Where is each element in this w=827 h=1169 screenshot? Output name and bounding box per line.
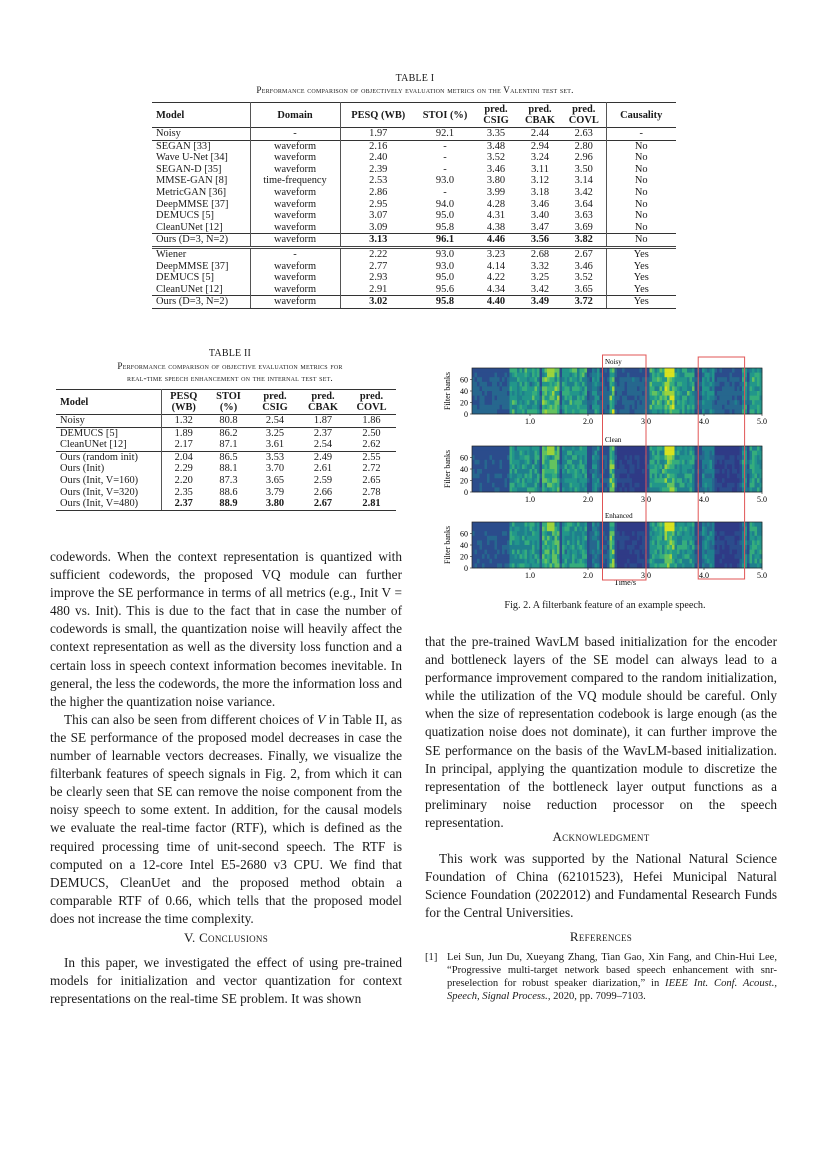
cell-pesq: 2.20 [174, 474, 193, 486]
acknowledgment-text [425, 850, 777, 922]
cell-model: DeepMMSE [37] [152, 199, 250, 211]
th-causality: Causality [620, 109, 663, 121]
cell-csig: 2.54 [265, 415, 285, 426]
cell-stoi: 95.6 [435, 283, 455, 295]
cell-pesq: 2.29 [174, 463, 193, 475]
table-row [152, 272, 676, 284]
svg-text:0: 0 [464, 410, 468, 419]
cell-model: Ours (Init, V=480) [56, 498, 161, 510]
th-model: Model [56, 390, 161, 415]
cell-covl: 3.82 [562, 234, 606, 248]
cell-covl: 3.64 [562, 199, 606, 211]
cell-csig: 3.79 [265, 486, 285, 498]
svg-text:4.0: 4.0 [699, 571, 709, 580]
cell-model: MetricGAN [36] [152, 187, 250, 199]
cell-pesq: 3.07 [369, 210, 388, 222]
cell-domain: waveform [250, 234, 340, 248]
cell-cbak: 3.40 [530, 210, 550, 222]
cell-csig: 4.34 [486, 283, 506, 295]
cell-domain: waveform [250, 140, 340, 152]
cell-domain: waveform [250, 187, 340, 199]
cell-causality: No [634, 210, 648, 222]
table-row [152, 187, 676, 199]
th-pesq: PESQ (WB) [170, 391, 198, 413]
cell-csig: 4.46 [474, 234, 518, 248]
cell-cbak: 2.66 [313, 486, 333, 498]
cell-stoi: - [443, 152, 447, 164]
cell-model: CleanUNet [12] [152, 284, 250, 296]
section-title-acknowledgment: Acknowledgment [552, 829, 650, 844]
cell-csig: 3.23 [474, 247, 518, 260]
cell-stoi: 95.8 [435, 221, 455, 233]
cell-model: Noisy [152, 128, 250, 141]
table-row [152, 128, 676, 141]
cell-csig: 3.65 [265, 474, 285, 486]
svg-text:20: 20 [460, 552, 468, 562]
cell-cbak: 3.46 [530, 198, 550, 210]
cell-csig: 4.22 [486, 272, 506, 284]
panel-title: Clean [605, 436, 622, 444]
cell-stoi: 87.1 [219, 439, 238, 451]
table-row [56, 439, 396, 451]
cell-cbak: 3.25 [530, 272, 550, 284]
svg-text:1.0: 1.0 [525, 571, 535, 580]
cell-causality: - [639, 128, 643, 139]
cell-cbak: 3.12 [530, 175, 550, 187]
cell-cbak: 1.87 [313, 415, 333, 426]
cell-covl: 2.63 [562, 128, 606, 141]
cell-stoi: - [443, 163, 447, 175]
cell-causality: No [634, 163, 648, 175]
cell-stoi: 95.0 [435, 210, 455, 222]
svg-text:1.0: 1.0 [525, 417, 535, 426]
cell-model: Ours (D=3, N=2) [152, 234, 250, 248]
cell-model: Ours (D=3, N=2) [152, 296, 250, 309]
cell-stoi: 93.0 [435, 175, 455, 187]
table-row [152, 210, 676, 222]
cell-covl: 3.52 [562, 272, 606, 284]
cell-model: DEMUCS [5] [56, 427, 161, 439]
filterbank-spectrograms [430, 350, 790, 590]
reference-text: Lei Sun, Jun Du, Xueyang Zhang, Tian Gao, Xin Fang, and Chin-Hui Lee, “Progressive multi-target network based speech enhancement with snr-preselection for robust speaker diarization,” in IEEE Int. Conf. Acoust., Speech, Signal Process., 2020, pp. 7099–7103. [447, 952, 777, 1002]
svg-text:40: 40 [460, 541, 468, 550]
figure-2 [430, 350, 790, 610]
cell-pesq: 1.32 [174, 415, 193, 426]
cell-stoi: 88.6 [219, 486, 238, 498]
y-axis-label: Filter banks [443, 526, 452, 564]
cell-model: SEGAN [33] [152, 140, 250, 152]
svg-text:60: 60 [460, 529, 468, 539]
th-csig: pred. CSIG [483, 104, 509, 126]
cell-pesq: 2.16 [340, 140, 416, 152]
cell-cbak: 3.49 [518, 296, 562, 309]
cell-model: SEGAN-D [35] [152, 164, 250, 176]
cell-covl: 3.69 [562, 222, 606, 234]
svg-text:5.0: 5.0 [757, 417, 767, 426]
cell-pesq: 2.17 [174, 439, 193, 451]
cell-pesq: 3.02 [340, 296, 416, 309]
cell-pesq: 1.97 [369, 128, 388, 139]
cell-csig: 3.53 [251, 451, 299, 463]
cell-csig: 4.40 [474, 296, 518, 309]
cell-stoi: 88.1 [219, 463, 238, 475]
spectrogram-panel-clean [443, 436, 767, 504]
svg-text:40: 40 [460, 387, 468, 396]
cell-covl: 3.65 [562, 284, 606, 296]
cell-covl: 1.86 [362, 415, 381, 426]
cell-stoi: 87.3 [219, 474, 238, 486]
cell-stoi: 96.1 [416, 234, 474, 248]
cell-covl: 2.81 [347, 498, 396, 510]
cell-pesq: 1.89 [161, 427, 206, 439]
cell-causality: No [606, 234, 676, 248]
cell-covl: 3.14 [562, 175, 606, 187]
cell-cbak: 2.67 [299, 498, 347, 510]
cell-stoi: 94.0 [435, 198, 455, 210]
cell-causality: Yes [633, 260, 649, 272]
cell-causality: Yes [633, 283, 649, 295]
table-row [56, 451, 396, 463]
cell-csig: 4.28 [486, 198, 506, 210]
cell-model: DEMUCS [5] [152, 210, 250, 222]
cell-cbak: 3.47 [530, 221, 550, 233]
cell-cbak: 2.44 [530, 128, 550, 139]
figure-2-caption: Fig. 2. A filterbank feature of an example speech. [504, 600, 706, 611]
cell-cbak: 2.59 [313, 474, 333, 486]
paragraph-acknowledgment: This work was supported by the National Natural Science Foundation of China (62101523), Hefei Municipal Natural Science Foundation (2022012) and Fundamental Research Funds for the Central Universities. [425, 851, 777, 921]
svg-text:3.0: 3.0 [641, 495, 651, 504]
table-row [152, 152, 676, 164]
svg-text:2.0: 2.0 [583, 495, 593, 504]
cell-stoi: - [416, 140, 474, 152]
paragraph-codewords: codewords. When the context representation is quantized with sufficient codewords, the proposed VQ module can further improve the SE performance in terms of all metrics (e.g., Init V = 480 vs. Init). This is due to the fact that in case the number of codewords is small, the quantization noise will heavily affect the context representation as well as the diversity loss function and a certain loss in speech context information becomes inevitable. In general, the less the codewords, the more the information loss and the higher the quantization noise variance. [50, 549, 402, 709]
cell-domain: waveform [250, 284, 340, 296]
cell-pesq: 2.22 [340, 247, 416, 260]
cell-covl: 2.80 [562, 140, 606, 152]
svg-text:40: 40 [460, 465, 468, 474]
cell-model: Wave U-Net [34] [152, 152, 250, 164]
th-stoi: STOI (%) [422, 109, 468, 121]
cell-pesq: 3.13 [340, 234, 416, 248]
cell-domain: waveform [250, 272, 340, 284]
cell-model: CleanUNet [12] [56, 439, 161, 451]
table-row [152, 222, 676, 234]
section-title-references: References [569, 929, 633, 944]
cell-model: Noisy [56, 415, 161, 428]
cell-model: DeepMMSE [37] [152, 261, 250, 273]
cell-cbak: 2.68 [518, 247, 562, 260]
cell-model: MMSE-GAN [8] [152, 175, 250, 187]
y-axis-label: Filter banks [443, 372, 452, 410]
cell-csig: 4.31 [486, 210, 506, 222]
th-cbak: pred. CBAK [524, 104, 556, 126]
cell-cbak: 3.18 [530, 186, 550, 198]
conclusions-text [50, 954, 402, 1008]
cell-model: Ours (Init, V=160) [56, 475, 161, 487]
svg-text:60: 60 [460, 375, 468, 385]
svg-text:0: 0 [464, 564, 468, 573]
cell-covl: 2.55 [347, 451, 396, 463]
table-row [152, 234, 676, 248]
cell-causality: No [634, 152, 648, 164]
table-row [152, 140, 676, 152]
cell-stoi: - [443, 186, 447, 198]
cell-csig: 3.70 [265, 463, 285, 475]
cell-domain: - [250, 128, 340, 141]
cell-cbak: 3.56 [518, 234, 562, 248]
cell-cbak: 2.37 [299, 427, 347, 439]
cell-covl: 2.50 [347, 427, 396, 439]
cell-csig: 3.61 [265, 439, 285, 451]
th-stoi: STOI (%) [216, 391, 241, 413]
cell-pesq: 2.91 [369, 283, 388, 295]
svg-text:4.0: 4.0 [699, 495, 709, 504]
cell-stoi: 95.8 [416, 296, 474, 309]
svg-text:2.0: 2.0 [583, 571, 593, 580]
svg-text:20: 20 [460, 476, 468, 486]
table-row [152, 175, 676, 187]
cell-pesq: 2.86 [369, 186, 388, 198]
svg-text:1.0: 1.0 [525, 495, 535, 504]
cell-causality: Yes [606, 247, 676, 260]
cell-csig: 3.80 [251, 498, 299, 510]
cell-model: Wiener [152, 247, 250, 260]
cell-covl: 3.42 [562, 187, 606, 199]
paragraph-table2-discussion: This can also be seen from different choices of V in Table II, as the SE performance of the proposed model decreases in case the number of learnable vectors decreases. Finally, we visualize the filterbank features of speech signals in Fig. 2, from which it can be clearly seen that SE can remove the noise component from the noisy speech to some extent. In addition, for the causal models we evaluate the real-time factor (RTF), which is defined as the required processing time of unit-second speech. The RTF is computed on a 12-core Intel E5-2680 v3 CPU. We find that DEMUCS, CleanUet and the proposed method obtain a comparable RTF of 0.66, which tells that the proposed model does not increase the time complexity. [50, 711, 402, 926]
cell-stoi: 86.2 [206, 427, 251, 439]
cell-csig: 3.52 [486, 152, 506, 164]
table2-caption-line1: Performance comparison of objective evaluation metrics for [117, 361, 343, 371]
th-cbak: pred. CBAK [307, 391, 339, 413]
table2 [56, 389, 396, 511]
cell-causality: Yes [633, 272, 649, 284]
svg-text:4.0: 4.0 [699, 417, 709, 426]
cell-pesq: 3.09 [369, 221, 388, 233]
cell-domain: time-frequency [250, 175, 340, 187]
cell-covl: 2.72 [362, 463, 381, 475]
table-row [152, 199, 676, 211]
cell-stoi: 80.8 [219, 415, 238, 426]
cell-causality: No [634, 186, 648, 198]
cell-domain: waveform [250, 222, 340, 234]
cell-covl: 2.62 [362, 439, 381, 451]
cell-pesq: 2.37 [161, 498, 206, 510]
table1-title: TABLE I [395, 73, 435, 84]
cell-csig: 3.80 [486, 175, 506, 187]
cell-covl: 3.72 [562, 296, 606, 309]
cell-pesq: 2.93 [369, 272, 388, 284]
th-csig: pred. CSIG [262, 391, 288, 413]
table-row [152, 261, 676, 273]
table1 [152, 102, 676, 309]
cell-covl: 2.96 [562, 152, 606, 164]
svg-text:20: 20 [460, 398, 468, 408]
cell-stoi: 88.9 [206, 498, 251, 510]
paragraph-conclusions-cont: that the pre-trained WavLM based initialization for the encoder and bottleneck layers of the SE model can always lead to a performance improvement compared to the random initialization, while the utilization of the VQ module should be careful. Only when the size of representation codebook is large enough (as the quatization noise does not dominate), it can further improve the SE performance on the basis of the WavLM-based initialization. In principal, applying the quantization module to discretize the representation of the bottleneck layer output functions as a preliminary noise reduction processor on the speech representation. [425, 634, 777, 830]
table-row [56, 487, 396, 499]
cell-model: CleanUNet [12] [152, 222, 250, 234]
table-row [152, 284, 676, 296]
panel-title: Enhanced [605, 512, 633, 520]
cell-pesq: 2.77 [369, 260, 388, 272]
cell-model: Ours (Init, V=320) [56, 487, 161, 499]
cell-pesq: 2.39 [369, 163, 388, 175]
cell-model: DEMUCS [5] [152, 272, 250, 284]
spectrogram-panel-enhanced [443, 512, 767, 580]
cell-pesq: 2.40 [369, 152, 388, 164]
reference-number: [1] [425, 952, 438, 963]
cell-covl: 2.78 [362, 486, 381, 498]
reference-item [425, 951, 777, 1003]
cell-covl: 3.63 [562, 210, 606, 222]
cell-pesq: 2.53 [369, 175, 388, 187]
table-row [56, 427, 396, 439]
cell-pesq: 2.95 [369, 198, 388, 210]
panel-title: Noisy [605, 358, 622, 366]
table-row [56, 498, 396, 510]
x-axis-label: Time/s [614, 578, 637, 587]
table-row [56, 475, 396, 487]
cell-cbak: 2.49 [299, 451, 347, 463]
cell-csig: 4.38 [486, 221, 506, 233]
cell-domain: waveform [250, 199, 340, 211]
cell-csig: 3.99 [486, 186, 506, 198]
table-row [152, 296, 676, 309]
right-column-text [425, 633, 777, 832]
cell-stoi: 95.0 [435, 272, 455, 284]
cell-csig: 3.25 [251, 427, 299, 439]
cell-csig: 3.48 [474, 140, 518, 152]
svg-text:5.0: 5.0 [757, 571, 767, 580]
cell-domain: waveform [250, 261, 340, 273]
cell-causality: No [634, 198, 648, 210]
th-domain: Domain [250, 103, 340, 128]
th-pesq: PESQ (WB) [351, 109, 406, 121]
cell-cbak: 3.11 [531, 163, 549, 175]
svg-text:0: 0 [464, 488, 468, 497]
table2-caption-line2: real-time speech enhancement on the internal test set. [127, 373, 333, 383]
svg-text:3.0: 3.0 [641, 417, 651, 426]
cell-domain: waveform [250, 210, 340, 222]
cell-covl: 2.67 [562, 247, 606, 260]
th-covl: pred. COVL [356, 391, 387, 413]
cell-csig: 4.14 [486, 260, 506, 272]
cell-csig: 3.35 [486, 128, 506, 139]
cell-cbak: 3.42 [530, 283, 550, 295]
cell-causality: Yes [606, 296, 676, 309]
th-model: Model [152, 103, 250, 128]
cell-pesq: 2.04 [161, 451, 206, 463]
cell-cbak: 3.24 [530, 152, 550, 164]
cell-cbak: 2.61 [313, 463, 333, 475]
cell-domain: waveform [250, 296, 340, 309]
paragraph-conclusions: In this paper, we investigated the effect of using pre-trained models for initialization and vector quantization for context representations on the real-time SE problem. It was shown [50, 955, 402, 1007]
table-row [56, 415, 396, 428]
cell-pesq: 2.35 [174, 486, 193, 498]
left-column-text [50, 548, 402, 928]
table-row [152, 247, 676, 260]
cell-domain: waveform [250, 164, 340, 176]
section-title-conclusions: V. Conclusions [183, 930, 269, 945]
cell-stoi: 86.5 [206, 451, 251, 463]
svg-text:3.0: 3.0 [641, 571, 651, 580]
references-list [425, 951, 777, 1003]
cell-stoi: 93.0 [435, 260, 455, 272]
table1-caption: Performance comparison of objectively evaluation metrics on the Valentini test set. [256, 85, 574, 95]
cell-csig: 3.46 [486, 163, 506, 175]
table2-title: TABLE II [208, 348, 252, 359]
cell-domain: waveform [250, 152, 340, 164]
cell-causality: No [606, 140, 676, 152]
cell-model: Ours (Init) [56, 463, 161, 475]
cell-covl: 3.46 [562, 261, 606, 273]
svg-text:5.0: 5.0 [757, 495, 767, 504]
cell-covl: 3.50 [562, 164, 606, 176]
th-covl: pred. COVL [562, 103, 606, 128]
table-row [152, 164, 676, 176]
spectrogram-panel-noisy [443, 358, 767, 426]
cell-stoi: 93.0 [416, 247, 474, 260]
cell-cbak: 2.94 [518, 140, 562, 152]
cell-cbak: 3.32 [530, 260, 550, 272]
cell-covl: 2.65 [362, 474, 381, 486]
cell-causality: No [634, 175, 648, 187]
y-axis-label: Filter banks [443, 450, 452, 488]
svg-text:2.0: 2.0 [583, 417, 593, 426]
cell-stoi: 92.1 [435, 128, 455, 139]
svg-text:60: 60 [460, 453, 468, 463]
cell-cbak: 2.54 [313, 439, 333, 451]
cell-causality: No [634, 221, 648, 233]
cell-domain: - [250, 247, 340, 260]
table-row [56, 463, 396, 475]
cell-model: Ours (random init) [56, 451, 161, 463]
